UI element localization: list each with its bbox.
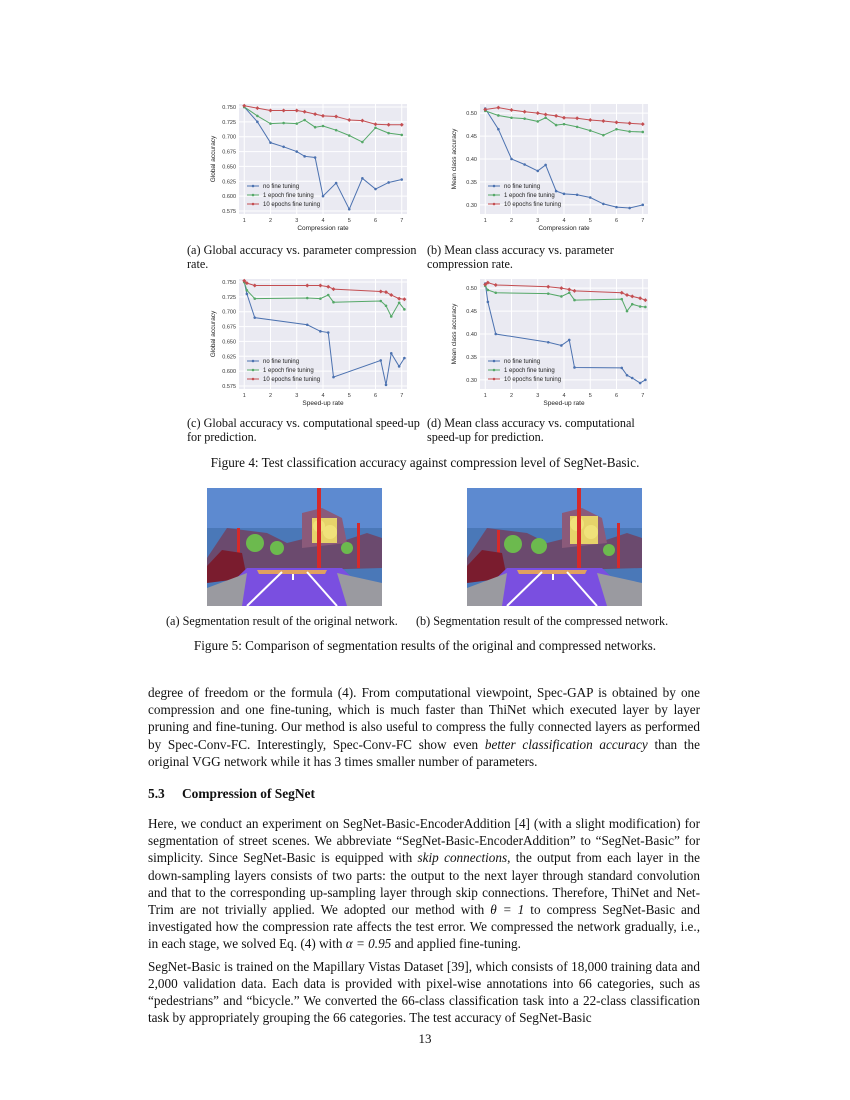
y-tick-label: 0.40 <box>466 332 477 338</box>
data-point <box>626 374 629 377</box>
chart-d <box>444 275 654 410</box>
data-point <box>246 293 249 296</box>
figure5-caption: Figure 5: Comparison of segmentation results of the original and compressed networks. <box>193 638 657 653</box>
x-tick-label: 1 <box>242 218 246 224</box>
x-tick-label: 4 <box>321 393 325 399</box>
legend-marker <box>252 369 255 372</box>
data-point <box>510 158 513 161</box>
x-tick-label: 5 <box>347 393 351 399</box>
data-point <box>560 295 563 298</box>
legend-label: 10 epochs fine tuning <box>504 377 562 383</box>
legend-label: 1 epoch fine tuning <box>504 368 555 374</box>
chart-c <box>203 275 413 410</box>
x-tick-label: 3 <box>536 218 540 224</box>
y-axis-label: Mean class accuracy <box>451 128 458 190</box>
y-tick-label: 0.45 <box>466 309 477 316</box>
y-tick-label: 0.575 <box>222 209 236 216</box>
x-tick-label: 2 <box>268 393 273 399</box>
subcaption-b: (b) Mean class accuracy vs. parameter compression rate. <box>427 243 614 271</box>
section-heading <box>148 786 315 802</box>
data-point <box>246 289 249 292</box>
data-point <box>390 352 393 355</box>
segmentation-original-image <box>207 488 382 606</box>
y-axis-label: Mean class accuracy <box>451 303 458 365</box>
y-axis-label: Global accuracy <box>210 310 217 358</box>
data-point <box>303 119 306 122</box>
legend-label: no fine tuning <box>263 184 300 190</box>
data-point <box>385 304 388 307</box>
x-tick-label: 7 <box>641 393 645 399</box>
data-point <box>335 129 338 132</box>
data-point <box>589 129 592 132</box>
data-point <box>589 196 592 199</box>
x-tick-label: 6 <box>614 393 619 399</box>
legend-label: no fine tuning <box>504 184 541 190</box>
data-point <box>639 382 642 385</box>
data-point <box>602 203 605 206</box>
y-tick-label: 0.675 <box>222 324 236 331</box>
legend-label: 10 epochs fine tuning <box>263 377 321 383</box>
legend-marker <box>252 360 255 363</box>
y-tick-label: 0.50 <box>466 111 477 118</box>
data-point <box>398 301 401 304</box>
data-point <box>379 359 382 362</box>
data-point <box>390 315 393 318</box>
data-point <box>306 323 309 326</box>
data-point <box>641 131 644 134</box>
data-point <box>523 163 526 166</box>
fig5-subcaption-b: (b) Segmentation result of the compressed network. <box>416 614 669 628</box>
data-point <box>295 150 298 153</box>
subcaption-d: (d) Mean class accuracy vs. computational speed-up for prediction. <box>427 416 635 444</box>
data-point <box>547 292 550 295</box>
data-point <box>387 181 390 184</box>
data-point <box>303 155 306 158</box>
x-tick-label: 3 <box>295 393 299 399</box>
legend-marker <box>493 360 496 363</box>
x-tick-label: 2 <box>509 393 514 399</box>
x-axis-label: Compression rate <box>538 225 590 232</box>
data-point <box>306 297 309 300</box>
data-point <box>332 301 335 304</box>
y-tick-label: 0.35 <box>466 354 477 361</box>
y-tick-label: 0.600 <box>222 369 236 376</box>
y-tick-label: 0.50 <box>466 286 477 293</box>
y-tick-label: 0.725 <box>222 294 236 301</box>
legend-label: no fine tuning <box>504 359 541 365</box>
legend-label: 1 epoch fine tuning <box>504 193 555 199</box>
data-point <box>361 141 364 144</box>
paragraph-2: Here, we conduct an experiment on SegNet-Basic-EncoderAddition [4] (with a slight modification) for segmentation of street scenes. We abbreviate “SegNet-Basic-EncoderAddition” to “SegNet-Basic” for simplicity. Since SegNet-Basic is equipped with skip connections, the output from each layer in the down-sampling layers consists of two parts: the output to the next layer through standard convolution and that to the corresponding up-sampling layer through skip connections. Therefore, ThiNet and Net-Trim are not trivially applied. We adopted our method with θ = 1 to compress SegNet-Basic and investigated how the compression rate affects the test error. We compressed the network gradually, i.e., in each stage, we solved Eq. (4) with α = 0.95 and applied fine-tuning. SegNet-Basic is trained on the Mapillary Vistas Dataset [39], which consists of 18,000 training data and 2,000 validation data. Each data is provided with pixel-wise annotations into 66 categories, such as “pedestrians” and “bicycle.” We converted the 66-class classification task into a 22-class classification task by appropriately grouping the 66 categories. The test accuracy of SegNet-Basic <box>148 816 700 1026</box>
data-point <box>319 330 322 333</box>
legend-marker <box>252 194 255 197</box>
data-point <box>602 134 605 137</box>
y-axis-label: Global accuracy <box>210 135 217 183</box>
subcaption-a: (a) Global accuracy vs. parameter compression rate. <box>187 243 417 271</box>
x-axis-label: Compression rate <box>297 225 349 232</box>
data-point <box>327 331 330 334</box>
data-point <box>631 377 634 380</box>
data-point <box>314 156 317 159</box>
data-point <box>332 376 335 379</box>
x-tick-label: 7 <box>400 393 404 399</box>
data-point <box>497 128 500 131</box>
y-tick-label: 0.625 <box>222 354 236 361</box>
data-point <box>536 170 539 173</box>
y-tick-label: 0.30 <box>466 202 477 209</box>
data-point <box>615 128 618 131</box>
x-tick-label: 6 <box>373 218 378 224</box>
subcaption-c: (c) Global accuracy vs. computational speed-up for prediction. <box>187 416 420 444</box>
x-tick-label: 7 <box>400 218 404 224</box>
data-point <box>327 294 330 297</box>
x-tick-label: 2 <box>509 218 514 224</box>
x-tick-label: 7 <box>641 218 645 224</box>
data-point <box>487 289 490 292</box>
x-axis-label: Speed-up rate <box>543 400 585 407</box>
paragraph-1: degree of freedom or the formula (4). From computational viewpoint, Spec-GAP is obtained by one compression and one fine-tuning, which is much faster than ThiNet which executed layer by layer pruning and fine-tuning. Our method is also useful to compress the fully connected layers as performed by Spec-Conv-FC. Interestingly, Spec-Conv-FC show even better classification accuracy than the original VGG network while it has 3 times smaller number of parameters. <box>148 685 700 769</box>
data-point <box>563 123 566 126</box>
data-point <box>576 193 579 196</box>
data-point <box>348 134 351 137</box>
data-point <box>398 365 401 368</box>
legend-label: no fine tuning <box>263 359 300 365</box>
y-tick-label: 0.625 <box>222 179 236 186</box>
y-tick-label: 0.675 <box>222 149 236 156</box>
data-point <box>555 190 558 193</box>
data-point <box>282 146 285 149</box>
data-point <box>620 367 623 370</box>
chart-b <box>444 100 654 235</box>
y-tick-label: 0.650 <box>222 164 236 171</box>
data-point <box>348 208 351 211</box>
y-tick-label: 0.575 <box>222 384 236 391</box>
data-point <box>573 299 576 302</box>
data-point <box>639 305 642 308</box>
y-tick-label: 0.30 <box>466 377 477 384</box>
y-tick-label: 0.700 <box>222 134 236 141</box>
data-point <box>555 124 558 127</box>
data-point <box>497 114 500 117</box>
x-tick-label: 3 <box>295 218 299 224</box>
x-tick-label: 4 <box>321 218 325 224</box>
section-title: Compression of SegNet <box>182 786 315 801</box>
x-tick-label: 5 <box>588 218 592 224</box>
legend-label: 1 epoch fine tuning <box>263 193 314 199</box>
legend-marker <box>252 185 255 188</box>
legend-marker <box>252 203 255 206</box>
data-point <box>387 132 390 135</box>
data-point <box>631 303 634 306</box>
data-point <box>544 116 547 119</box>
data-point <box>494 333 497 336</box>
y-tick-label: 0.45 <box>466 134 477 141</box>
data-point <box>374 126 377 129</box>
legend-label: 1 epoch fine tuning <box>263 368 314 374</box>
data-point <box>400 178 403 181</box>
data-point <box>568 339 571 342</box>
data-point <box>560 344 563 347</box>
fig5-subcaption-a: (a) Segmentation result of the original network. <box>166 614 398 628</box>
y-tick-label: 0.40 <box>466 157 477 163</box>
data-point <box>536 120 539 123</box>
section-number: 5.3 <box>148 786 165 801</box>
data-point <box>269 141 272 144</box>
data-point <box>563 193 566 196</box>
data-point <box>314 126 317 129</box>
y-tick-label: 0.700 <box>222 309 236 316</box>
data-point <box>282 122 285 125</box>
legend-label: 10 epochs fine tuning <box>263 202 321 208</box>
data-point <box>494 291 497 294</box>
paragraph-3: SegNet-Basic is trained on the Mapillary Vistas Dataset [39], which consists of 18,000 training data and 2,000 validation data. Each data is provided with pixel-wise annotations into 66 categories, such as “pedestrians” and “bicycle.” We converted the 66-class classification task into a 22-class classification task by appropriately grouping the 66 categories. The test accuracy of SegNet-Basic <box>148 958 700 1026</box>
y-tick-label: 0.650 <box>222 339 236 346</box>
data-point <box>269 122 272 125</box>
x-tick-label: 3 <box>536 393 540 399</box>
x-tick-label: 4 <box>562 218 566 224</box>
legend-marker <box>493 203 496 206</box>
data-point <box>628 207 631 210</box>
data-point <box>379 300 382 303</box>
legend-label: 10 epochs fine tuning <box>504 202 562 208</box>
data-point <box>385 384 388 387</box>
segmentation-compressed-image <box>467 488 642 606</box>
data-point <box>253 316 256 319</box>
chart-a <box>203 100 413 235</box>
y-tick-label: 0.600 <box>222 194 236 201</box>
y-tick-label: 0.750 <box>222 104 236 111</box>
x-tick-label: 4 <box>562 393 566 399</box>
data-point <box>487 301 490 304</box>
y-tick-label: 0.750 <box>222 279 236 286</box>
y-tick-label: 0.725 <box>222 119 236 126</box>
data-point <box>644 306 647 309</box>
data-point <box>576 126 579 129</box>
legend-marker <box>493 369 496 372</box>
y-tick-label: 0.35 <box>466 179 477 186</box>
data-point <box>400 134 403 137</box>
data-point <box>544 164 547 167</box>
data-point <box>403 308 406 311</box>
data-point <box>319 297 322 300</box>
data-point <box>322 195 325 198</box>
x-tick-label: 6 <box>373 393 378 399</box>
data-point <box>253 297 256 300</box>
data-point <box>361 177 364 180</box>
data-point <box>568 291 571 294</box>
x-tick-label: 1 <box>242 393 246 399</box>
data-point <box>626 310 629 313</box>
data-point <box>322 125 325 128</box>
x-axis-label: Speed-up rate <box>302 400 344 407</box>
x-tick-label: 1 <box>483 393 487 399</box>
x-tick-label: 5 <box>347 218 351 224</box>
data-point <box>620 298 623 301</box>
data-point <box>256 115 259 118</box>
legend-marker <box>493 185 496 188</box>
legend-marker <box>493 194 496 197</box>
x-tick-label: 6 <box>614 218 619 224</box>
data-point <box>641 204 644 207</box>
x-tick-label: 1 <box>483 218 487 224</box>
page-number: 13 <box>418 1031 432 1046</box>
legend-marker <box>493 378 496 381</box>
data-point <box>374 188 377 191</box>
figure4-caption: Figure 4: Test classification accuracy against compression level of SegNet-Basic. <box>210 455 640 470</box>
legend-marker <box>252 378 255 381</box>
data-point <box>644 379 647 382</box>
x-tick-label: 2 <box>268 218 273 224</box>
data-point <box>547 341 550 344</box>
data-point <box>615 206 618 209</box>
data-point <box>256 121 259 124</box>
x-tick-label: 5 <box>588 393 592 399</box>
data-point <box>573 366 576 369</box>
data-point <box>510 116 513 119</box>
data-point <box>628 130 631 133</box>
data-point <box>295 122 298 125</box>
data-point <box>403 357 406 360</box>
data-point <box>523 117 526 120</box>
data-point <box>335 182 338 185</box>
